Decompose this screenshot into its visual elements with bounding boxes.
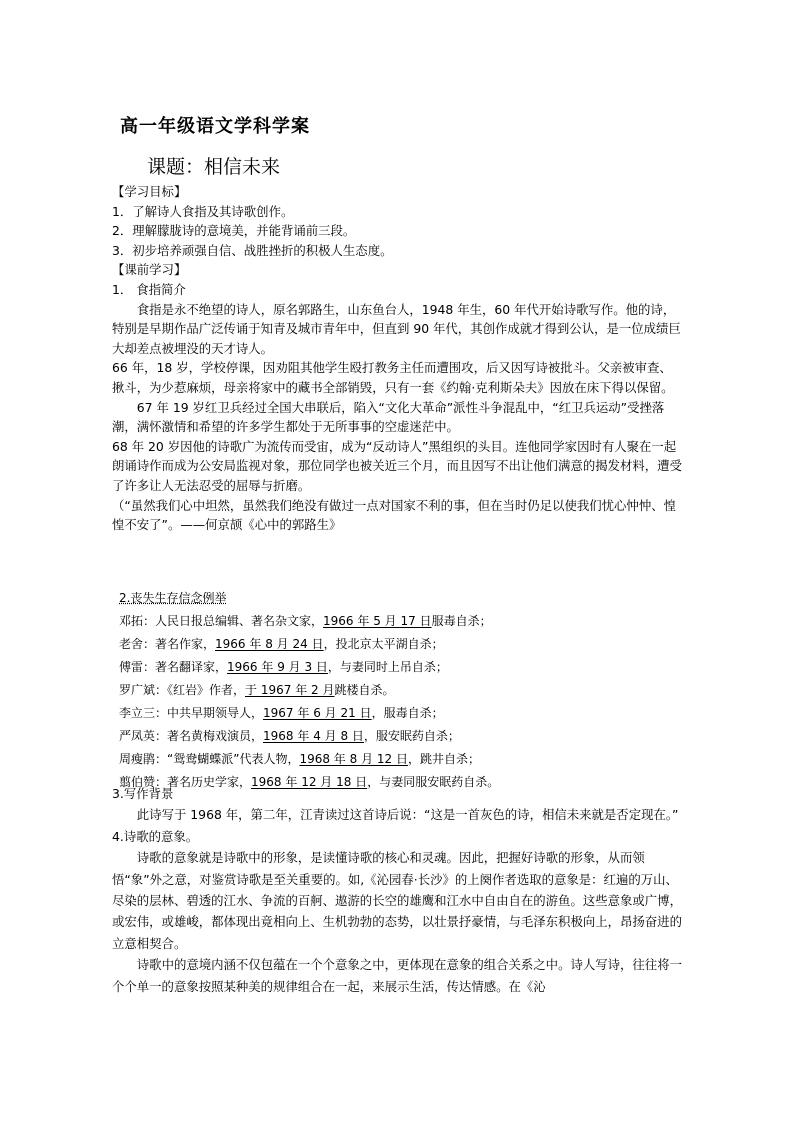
death-row — [112, 725, 692, 748]
goal-item: 3．初步培养顽强自信、战胜挫折的积极人生态度。 — [112, 242, 393, 258]
death-date: 1968 年 4 月 8 日 — [263, 729, 364, 743]
background-text: 此诗写于 1968 年，第二年，江青读过这首诗后说：“这是一首灰色的诗，相信未来就是否定现在。” — [136, 807, 679, 823]
death-desc: 人民日报总编辑、著名杂文家， — [155, 614, 324, 628]
death-date: 1966 年 5 月 17 日 — [323, 614, 432, 628]
death-desc: 著名历史学家， — [167, 775, 252, 789]
death-row — [112, 656, 692, 679]
death-name: 邓拓： — [119, 614, 156, 628]
imagery-heading: 4.诗歌的意象。 — [112, 828, 199, 844]
death-row — [112, 610, 692, 633]
intro-heading: 1． 食指简介 — [112, 281, 186, 297]
death-tail: ，服毒自杀； — [371, 706, 444, 720]
intro-paragraph: 68 年 20 岁因他的诗歌广为流传而受宙，成为“反动诗人”黑组织的头目。连他同学家因时有人聚在一起朗诵诗作而成为公安局监视对象，那位同学也被关近三个月，而且因写不出让他们满意的揭发材料，遭受了许多让人无法忍受的屈辱与折磨。 — [112, 438, 682, 493]
death-tail: ，服安眠药自杀； — [363, 729, 460, 743]
death-tail: ，投北京太平湖自杀； — [323, 637, 444, 651]
death-name: 李立三： — [119, 706, 168, 720]
death-tail: 服毒自杀； — [431, 614, 492, 628]
background-heading: 3.写作背景 — [112, 786, 174, 801]
death-row — [112, 702, 692, 725]
imagery-paragraph: 诗歌的意象就是诗歌中的形象，是读懂诗歌的核心和灵魂。因此，把握好诗歌的形象，从而领悟“象”外之意，对鉴赏诗歌是至关重要的。如,《沁园春·长沙》的上阕作者选取的意象是：红遍的万山、尽染的层林、碧透的江水、争流的百舸、遨游的长空的雄鹰和江水中自由自在的游鱼。这些意象或广博，或宏伟，或雄峻，都体现出竟相向上、生机勃勃的态势，以壮景抒豪情，与毛泽东积极向上，昂扬奋进的立意相契合。 — [112, 850, 682, 951]
quote-paragraph: （“虽然我们心中坦然，虽然我们绝没有做过一点对国家不利的事，但在当时仍足以使我们忧心忡忡、惶惶不安了”。——何京颉《心中的郭路生》 — [112, 497, 676, 533]
upper-body — [112, 182, 684, 535]
death-name: 周瘦鹃： — [119, 752, 168, 766]
imagery-paragraph: 诗歌中的意境内涵不仅包蕴在一个个意象之中，更体现在意象的组合关系之中。诗人写诗，往往将一个个单一的意象按照某种美的规律组合在一起，来展示生活，传达情感。在《沁 — [112, 957, 682, 994]
death-name: 翦伯赞： — [119, 775, 168, 789]
intro-paragraph: 67 年 19 岁红卫兵经过全国大串联后，陷入“文化大革命”派性斗争混乱中，“红卫兵运动”受挫落潮，满怀激情和希望的许多学生都处于无所事事的空虚迷茫中。 — [112, 399, 665, 435]
death-date: 于 1967 年 2 月 — [245, 683, 335, 697]
death-tail: ，与妻同时上吊自杀； — [327, 660, 448, 674]
death-desc: 著名黄梅戏演员， — [167, 729, 264, 743]
death-date: 1966 年 8 月 24 日 — [215, 637, 324, 651]
death-name: 傅雷： — [119, 660, 156, 674]
death-name: 罗广斌： — [119, 683, 168, 697]
goal-item: 2．理解朦胧诗的意境美，并能背诵前三段。 — [112, 223, 356, 239]
death-date: 1968 年 12 月 18 日 — [251, 775, 368, 789]
deaths-section — [112, 587, 692, 794]
death-desc: “鸳鸯蝴蝶派”代表人物， — [167, 752, 300, 766]
lesson-title: 课题：相信未来 — [147, 156, 281, 178]
deaths-heading: 2.丧失生存信念例举 — [119, 591, 227, 605]
death-date: 1967 年 6 月 21 日 — [263, 706, 372, 720]
goals-header: 【学习目标】 — [112, 184, 187, 199]
death-desc: 著名翻译家， — [155, 660, 228, 674]
intro-paragraph: 66 年，18 岁，学校停课，因劝阻其他学生殴打教务主任而遭围攻，后又因写诗被批斗。父亲被审查、揪斗，为少惹麻烦，母亲将家中的藏书全部销毁，只有一套《约翰·克利斯朵夫》因放在床下得以保留。 — [112, 360, 674, 395]
death-row — [112, 748, 692, 771]
intro-paragraph: 食指是永不绝望的诗人，原名郭路生，山东鱼台人，1948 年生，60 年代开始诗歌写作。他的诗，特别是早期作品广泛传诵于知青及城市青年中，但直到 90 年代，其创作成就才得到公认，是一位成绩巨大却差点被埋没的天才诗人。 — [112, 301, 681, 356]
death-date: 1966 年 9 月 3 日 — [227, 660, 328, 674]
death-desc: 著名作家， — [155, 637, 216, 651]
death-tail: 跳楼自杀。 — [334, 683, 395, 697]
death-name: 严凤英： — [119, 729, 168, 743]
death-row — [112, 633, 692, 656]
lower-body — [112, 783, 684, 997]
doc-title: 高一年级语文学科学案 — [120, 116, 310, 137]
goal-item: 1．了解诗人食指及其诗歌创作。 — [112, 203, 294, 219]
death-tail: ，跳井自杀； — [407, 752, 480, 766]
death-desc: 《红岩》作者， — [167, 683, 246, 697]
death-name: 老舍： — [119, 637, 156, 651]
death-row — [112, 679, 692, 702]
death-desc: 中共早期领导人， — [167, 706, 264, 720]
death-date: 1968 年 8 月 12 日 — [299, 752, 408, 766]
prestudy-header: 【课前学习】 — [112, 262, 187, 278]
death-tail: ，与妻同服安眠药自杀。 — [367, 775, 500, 789]
